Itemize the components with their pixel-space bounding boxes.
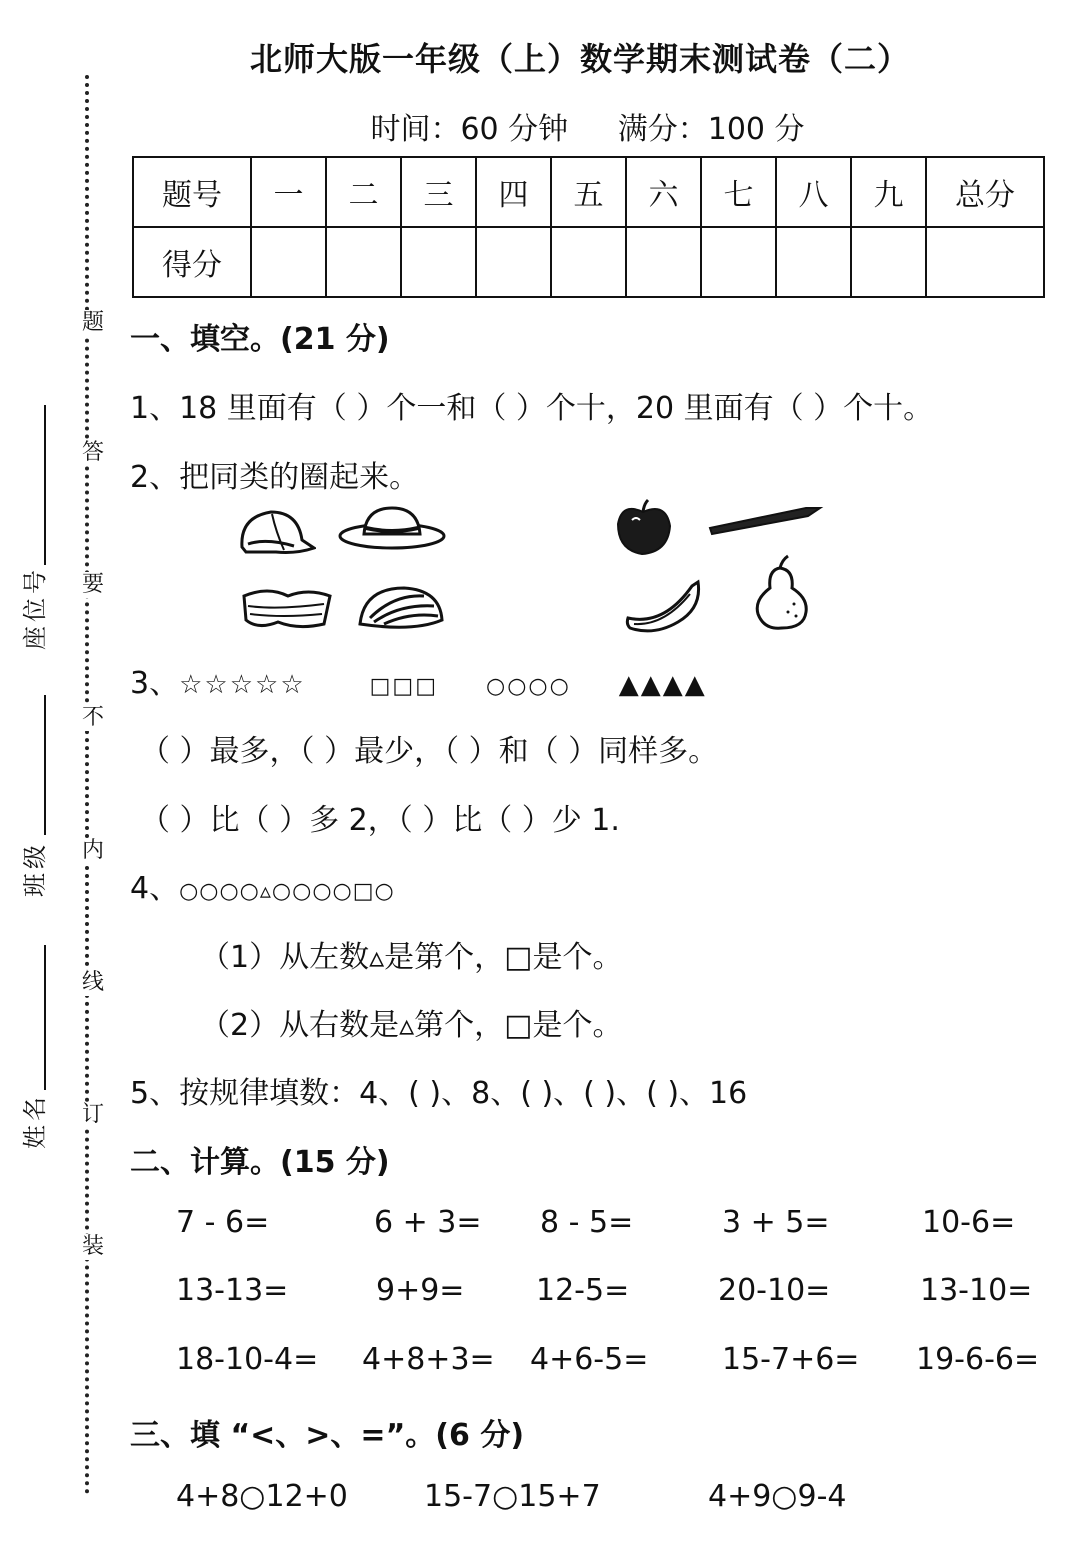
calc-item: 8 - 5= (540, 1205, 634, 1240)
banana-icon (624, 578, 704, 634)
question-3-label: 3、 (130, 666, 180, 701)
shape-sequence: ○○○○▵○○○○□○ (179, 879, 395, 904)
exam-info (0, 104, 1080, 148)
table-cell: 题号 (133, 157, 251, 227)
squares-group: □□□ (369, 674, 438, 699)
table-cell: 九 (851, 157, 926, 227)
time-limit: 时间：60 分钟 (370, 112, 569, 147)
binding-char: 不 (81, 705, 104, 730)
margin-label-char: 名 (21, 1097, 49, 1121)
score-blank-cell[interactable] (551, 227, 626, 297)
question-4-part-2: （2）从右数是▵第个，□是个。 (200, 1008, 623, 1043)
question-4-label: 4、 (130, 871, 180, 906)
binding-char: 内 (81, 838, 104, 863)
question-1: 1、18 里面有（ ）个一和（ ）个十，20 里面有（ ）个十。 (130, 391, 934, 426)
margin-label-char: 班 (21, 873, 49, 897)
page-title: 北师大版一年级（上）数学期末测试卷（二） (249, 40, 910, 78)
calc-item: 12-5= (536, 1273, 630, 1308)
score-header-row (133, 157, 1044, 227)
question-4 (130, 863, 395, 907)
question-3-line-2: （ ）比（ ）多 2，（ ）比（ ）少 1. (140, 803, 620, 838)
margin-label-char: 座 (21, 626, 49, 650)
score-table (132, 156, 1045, 298)
binding-dotted-line (85, 75, 89, 1495)
question-3 (130, 658, 707, 702)
calc-item: 10-6= (922, 1205, 1016, 1240)
apple-icon (612, 498, 674, 558)
score-blank-cell[interactable] (326, 227, 401, 297)
binding-char: 线 (81, 970, 104, 995)
calc-item: 13-10= (920, 1273, 1033, 1308)
class-blank-line (44, 695, 46, 835)
calc-item: 4+8+3= (362, 1342, 495, 1377)
compare-item: 4+9○9-4 (708, 1479, 847, 1514)
score-blank-cell[interactable] (776, 227, 851, 297)
table-cell: 一 (251, 157, 326, 227)
binding-char: 题 (81, 310, 104, 335)
table-cell: 四 (476, 157, 551, 227)
table-cell: 七 (701, 157, 776, 227)
score-blank-cell[interactable] (401, 227, 476, 297)
margin-label-char: 级 (21, 845, 49, 869)
calc-item: 3 + 5= (722, 1205, 830, 1240)
cap-icon (236, 502, 316, 562)
score-blank-cell[interactable] (476, 227, 551, 297)
table-cell: 三 (401, 157, 476, 227)
pear-icon (750, 552, 810, 632)
question-4-part-1: （1）从左数▵是第个，□是个。 (200, 940, 623, 975)
calc-item: 6 + 3= (374, 1205, 482, 1240)
score-blank-cell[interactable] (626, 227, 701, 297)
compare-item: 15-7○15+7 (424, 1479, 601, 1514)
question-2: 2、把同类的圈起来。 (130, 460, 420, 495)
margin-label-char: 号 (21, 570, 49, 594)
score-blank-cell[interactable] (851, 227, 926, 297)
table-cell: 二 (326, 157, 401, 227)
calc-item: 19-6-6= (916, 1342, 1040, 1377)
margin-label-char: 姓 (21, 1125, 49, 1149)
score-blank-cell[interactable] (701, 227, 776, 297)
seat-label (20, 565, 50, 649)
score-blank-cell[interactable] (251, 227, 326, 297)
calc-item: 4+6-5= (530, 1342, 649, 1377)
class-label (20, 840, 50, 896)
calc-item: 15-7+6= (722, 1342, 860, 1377)
binding-char: 答 (81, 440, 104, 465)
calc-item: 20-10= (718, 1273, 831, 1308)
compare-item: 4+8○12+0 (176, 1479, 348, 1514)
margin-label-char: 位 (21, 598, 49, 622)
calc-item: 13-13= (176, 1273, 289, 1308)
table-cell: 八 (776, 157, 851, 227)
table-cell: 五 (551, 157, 626, 227)
full-score: 满分：100 分 (617, 112, 805, 147)
hat-icon (336, 500, 448, 552)
score-row (133, 227, 1044, 297)
table-cell: 得分 (133, 227, 251, 297)
calc-item: 18-10-4= (176, 1342, 319, 1377)
question-3-line-1: （ ）最多，（ ）最少，（ ）和（ ）同样多。 (140, 734, 719, 769)
binding-char: 装 (81, 1234, 104, 1259)
calc-item: 7 - 6= (176, 1205, 270, 1240)
table-cell: 总分 (926, 157, 1044, 227)
stars-group: ☆☆☆☆☆ (179, 670, 306, 700)
section3-heading: 三、填 “<、>、=”。(6 分) (130, 1418, 525, 1453)
section1-heading: 一、填空。(21 分) (130, 322, 390, 357)
table-cell: 六 (626, 157, 701, 227)
circles-group: ○○○○ (486, 674, 571, 699)
knit-hat-icon (354, 582, 446, 634)
name-label (20, 1092, 50, 1148)
seat-blank-line (44, 405, 46, 565)
pencil-icon (706, 502, 824, 538)
question-5: 5、按规律填数：4、( )、8、( )、( )、( )、16 (130, 1076, 748, 1111)
binding-char: 要 (81, 572, 104, 597)
binding-char: 订 (81, 1102, 104, 1127)
gloves-icon (238, 584, 334, 632)
triangles-group: ▲▲▲▲ (618, 670, 707, 700)
section2-heading: 二、计算。(15 分) (130, 1145, 390, 1180)
score-blank-cell[interactable] (926, 227, 1044, 297)
name-blank-line (44, 945, 46, 1090)
calc-item: 9+9= (376, 1273, 465, 1308)
